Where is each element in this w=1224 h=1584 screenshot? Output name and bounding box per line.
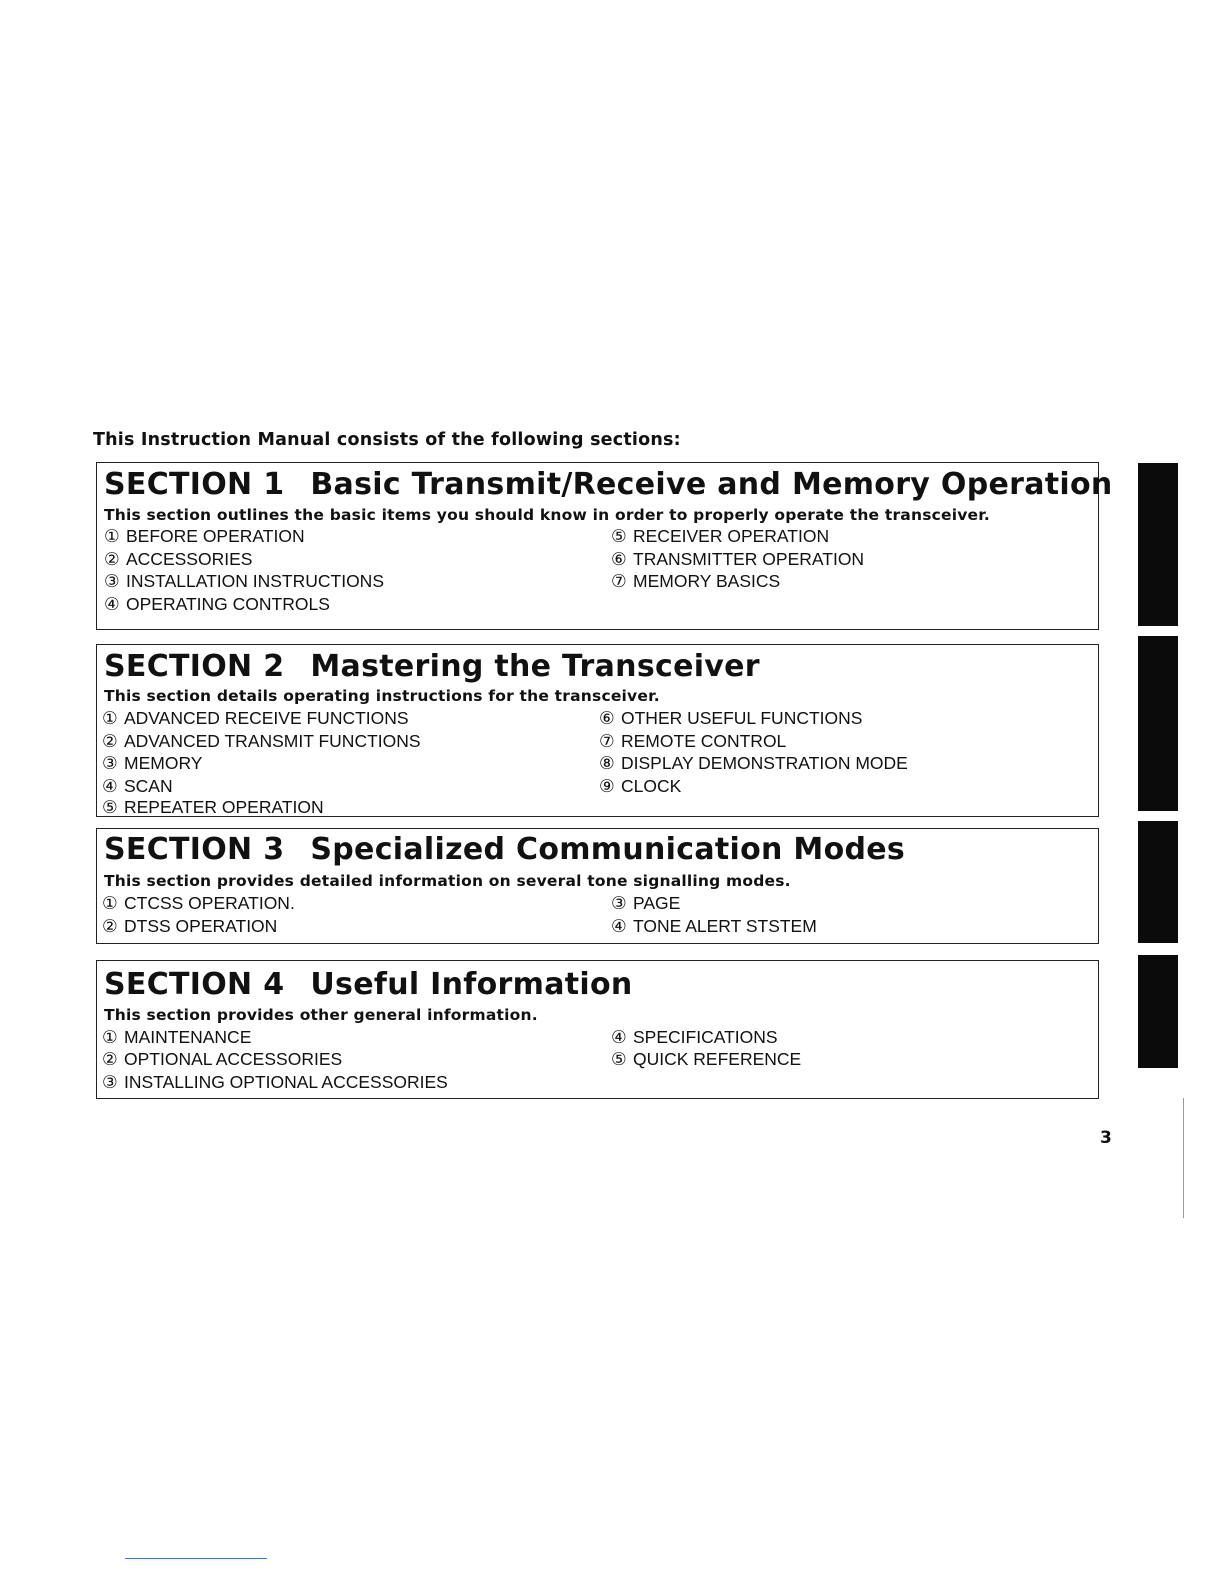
list-item: ③ INSTALLING OPTIONAL ACCESSORIES [102, 1072, 448, 1092]
list-item: ⑦ MEMORY BASICS [611, 571, 781, 591]
list-item: ① CTCSS OPERATION. [102, 893, 295, 913]
section-4-number: SECTION 4 [104, 967, 285, 1002]
list-item: ③ PAGE [611, 893, 681, 913]
section-2-description: This section details operating instructions for the transceiver. [104, 687, 660, 705]
section-1-box [96, 462, 1113, 630]
list-item: ③ MEMORY [102, 753, 203, 773]
intro-heading: This Instruction Manual consists of the following sections: [93, 430, 681, 450]
list-item: ⑨ CLOCK [599, 776, 682, 796]
section-3-index-tab [1138, 821, 1178, 943]
list-item: ① BEFORE OPERATION [104, 526, 305, 546]
section-2-box [96, 644, 1099, 817]
section-1-index-tab [1138, 463, 1178, 626]
list-item: ⑥ OTHER USEFUL FUNCTIONS [599, 708, 863, 728]
section-2-heading [104, 649, 760, 685]
list-item: ② ACCESSORIES [104, 549, 253, 569]
list-item: ⑤ QUICK REFERENCE [611, 1049, 802, 1069]
section-1-number: SECTION 1 [104, 467, 285, 502]
list-item: ⑤ REPEATER OPERATION [102, 797, 324, 817]
section-1-title: Basic Transmit/Receive and Memory Operation [310, 467, 1113, 502]
list-item: ④ SPECIFICATIONS [611, 1027, 778, 1047]
section-1-description: This section outlines the basic items you should know in order to properly operate the transceiver. [104, 506, 990, 524]
section-2-number: SECTION 2 [104, 649, 285, 684]
section-3-box [96, 828, 1099, 944]
section-3-description: This section provides detailed information on several tone signalling modes. [104, 872, 791, 890]
section-1-heading [104, 467, 1113, 503]
section-4-index-tab [1138, 955, 1178, 1068]
list-item: ⑦ REMOTE CONTROL [599, 731, 787, 751]
section-4-box [96, 960, 1099, 1099]
list-item: ① ADVANCED RECEIVE FUNCTIONS [102, 708, 409, 728]
list-item: ⑥ TRANSMITTER OPERATION [611, 549, 865, 569]
list-item: ② DTSS OPERATION [102, 916, 278, 936]
section-4-title: Useful Information [310, 967, 633, 1002]
section-3-title: Specialized Communication Modes [310, 832, 906, 867]
list-item: ① MAINTENANCE [102, 1027, 252, 1047]
list-item: ⑤ RECEIVER OPERATION [611, 526, 830, 546]
list-item: ③ INSTALLATION INSTRUCTIONS [104, 571, 384, 591]
page-edge-line [1183, 1098, 1184, 1218]
list-item: ④ SCAN [102, 776, 173, 796]
section-3-number: SECTION 3 [104, 832, 285, 867]
list-item: ⑧ DISPLAY DEMONSTRATION MODE [599, 753, 908, 773]
section-2-index-tab [1138, 636, 1178, 811]
list-item: ② ADVANCED TRANSMIT FUNCTIONS [102, 731, 421, 751]
section-4-heading [104, 967, 633, 1003]
list-item: ② OPTIONAL ACCESSORIES [102, 1049, 343, 1069]
section-4-description: This section provides other general information. [104, 1006, 538, 1024]
list-item: ④ TONE ALERT STSTEM [611, 916, 817, 936]
section-3-heading [104, 832, 905, 868]
page-number: 3 [1100, 1128, 1112, 1148]
list-item: ④ OPERATING CONTROLS [104, 594, 330, 614]
section-2-title: Mastering the Transceiver [310, 649, 760, 684]
bottom-rule [125, 1558, 267, 1559]
